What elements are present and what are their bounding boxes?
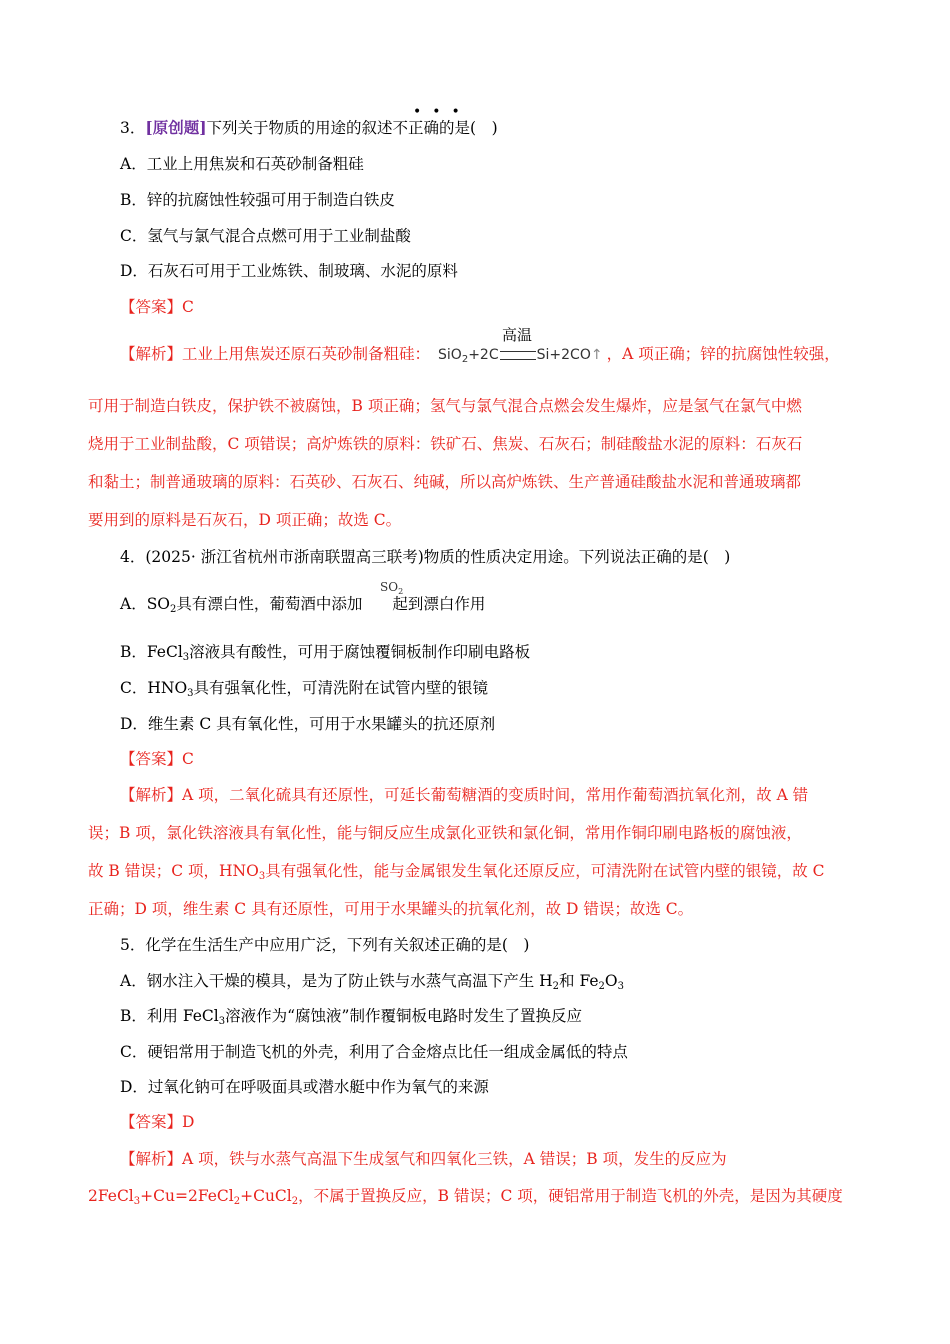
option-b: B．FeCl$_3$溶液具有酸性，可用于腐蚀覆铜板制作印刷电路板 xyxy=(120,643,531,663)
option-a: A．钢水注入干燥的模具，是为了防止铁与水蒸气高温下产生 $H_2$和 $Fe_2O_3$ xyxy=(120,972,624,992)
gas-arrow-icon: ↑ xyxy=(590,347,603,363)
chemical-equation: SiO$_2$+2C 高温 Si+2CO↑ xyxy=(438,343,603,367)
question-3-stem xyxy=(120,116,498,140)
analysis-line: 可用于制造白铁皮，保护铁不被腐蚀，B 项正确；氢气与氯气混合点燃会发生爆炸，应是氢气在氯气中燃 xyxy=(88,397,802,415)
answer-label: 【答案】 xyxy=(120,1113,183,1131)
analysis-text: 工业上用焦炭还原石英砂制备粗硅： xyxy=(182,345,431,363)
reaction-condition: 高温 xyxy=(502,326,533,344)
analysis-text: ，A 项正确；锌的抗腐蚀性较强， xyxy=(606,345,840,363)
analysis-label: 【解析】 xyxy=(120,1150,183,1168)
question-tag: [原创题] xyxy=(145,118,207,137)
analysis-label: 【解析】 xyxy=(120,345,183,363)
answer-label: 【答案】 xyxy=(120,750,183,768)
analysis-line: 误；B 项，氯化铁溶液具有氧化性，能与铜反应生成氯化亚铁和氯化铜，常用作铜印刷电路板的腐蚀液， xyxy=(88,824,802,842)
question-number: 3． xyxy=(120,119,146,137)
analysis-line: 要用到的原料是石灰石，D 项正确；故选 C。 xyxy=(88,511,402,529)
option-c: C．$HNO_3$具有强氧化性，可清洗附在试管内壁的银镜 xyxy=(120,679,489,699)
analysis-label: 【解析】 xyxy=(120,786,183,804)
analysis-line: 正确；D 项，维生素 C 具有还原性，可用于水果罐头的抗氧化剂，故 D 错误；故选 C。 xyxy=(88,900,694,918)
small-formula: $SO_2$ xyxy=(380,580,404,596)
analysis-line: 【解析】A 项，铁与水蒸气高温下生成氢气和四氧化三铁，A 错误；B 项，发生的反应为 xyxy=(120,1150,727,1168)
option-c: C．氢气与氯气混合点燃可用于工业制盐酸 xyxy=(120,227,411,245)
question-text: 下列关于物质的用途的叙述不正确的是( ) xyxy=(206,119,498,137)
analysis-line: 2FeCl$_3$+Cu=2FeCl$_2$+CuCl$_2$，不属于置换反应，B 错误；C 项，硬铝常用于制造飞机的外壳，是因为其硬度 xyxy=(88,1187,843,1207)
analysis-line: 故 B 错误；C 项，$HNO_3$具有强氧化性，能与金属银发生氧化还原反应，可清洗附在试管内壁的银镜，故 C xyxy=(88,862,825,882)
option-b: B．利用 FeCl$_3$溶液作为“腐蚀液”制作覆铜板电路时发生了置换反应 xyxy=(120,1007,582,1027)
answer-value: C xyxy=(182,298,194,316)
analysis-line xyxy=(120,326,840,367)
emphasis-dots: ••• xyxy=(413,104,471,120)
answer-label: 【答案】 xyxy=(120,298,183,316)
answer-line xyxy=(120,747,194,771)
option-d: D．石灰石可用于工业炼铁、制玻璃、水泥的原料 xyxy=(120,262,458,280)
option-d: D．过氧化钠可在呼吸面具或潜水艇中作为氧气的来源 xyxy=(120,1078,489,1096)
analysis-line: 【解析】A 项，二氧化硫具有还原性，可延长葡萄糖酒的变质时间，常用作葡萄酒抗氧化剂，故 A 错 xyxy=(120,786,809,804)
answer-line xyxy=(120,1110,194,1134)
option-a: A．$SO_2$具有漂白性，葡萄酒中添加 起到漂白作用 xyxy=(120,595,486,615)
analysis-line: 烧用于工业制盐酸，C 项错误；高炉炼铁的原料：铁矿石、焦炭、石灰石；制硅酸盐水泥的原料：石灰石 xyxy=(88,435,803,453)
question-5-stem: 5．化学在生活生产中应用广泛，下列有关叙述正确的是( ) xyxy=(120,936,530,954)
option-b: B．锌的抗腐蚀性较强可用于制造白铁皮 xyxy=(120,191,395,209)
analysis-line: 和黏土；制普通玻璃的原料：石英砂、石灰石、纯碱，所以高炉炼铁、生产普通硅酸盐水泥和普通玻璃都 xyxy=(88,473,802,491)
answer-line xyxy=(120,295,194,319)
question-4-stem: 4．(2025· 浙江省杭州市浙南联盟高三联考)物质的性质决定用途。下列说法正确的是( ) xyxy=(120,548,731,566)
option-d: D．维生素 C 具有氧化性，可用于水果罐头的抗还原剂 xyxy=(120,715,496,733)
option-c: C．硬铝常用于制造飞机的外壳，利用了合金熔点比任一组成金属低的特点 xyxy=(120,1043,628,1061)
option-a: A．工业上用焦炭和石英砂制备粗硅 xyxy=(120,155,364,173)
answer-value: D xyxy=(182,1113,195,1131)
answer-value: C xyxy=(182,750,194,768)
equals-sign xyxy=(500,351,536,360)
